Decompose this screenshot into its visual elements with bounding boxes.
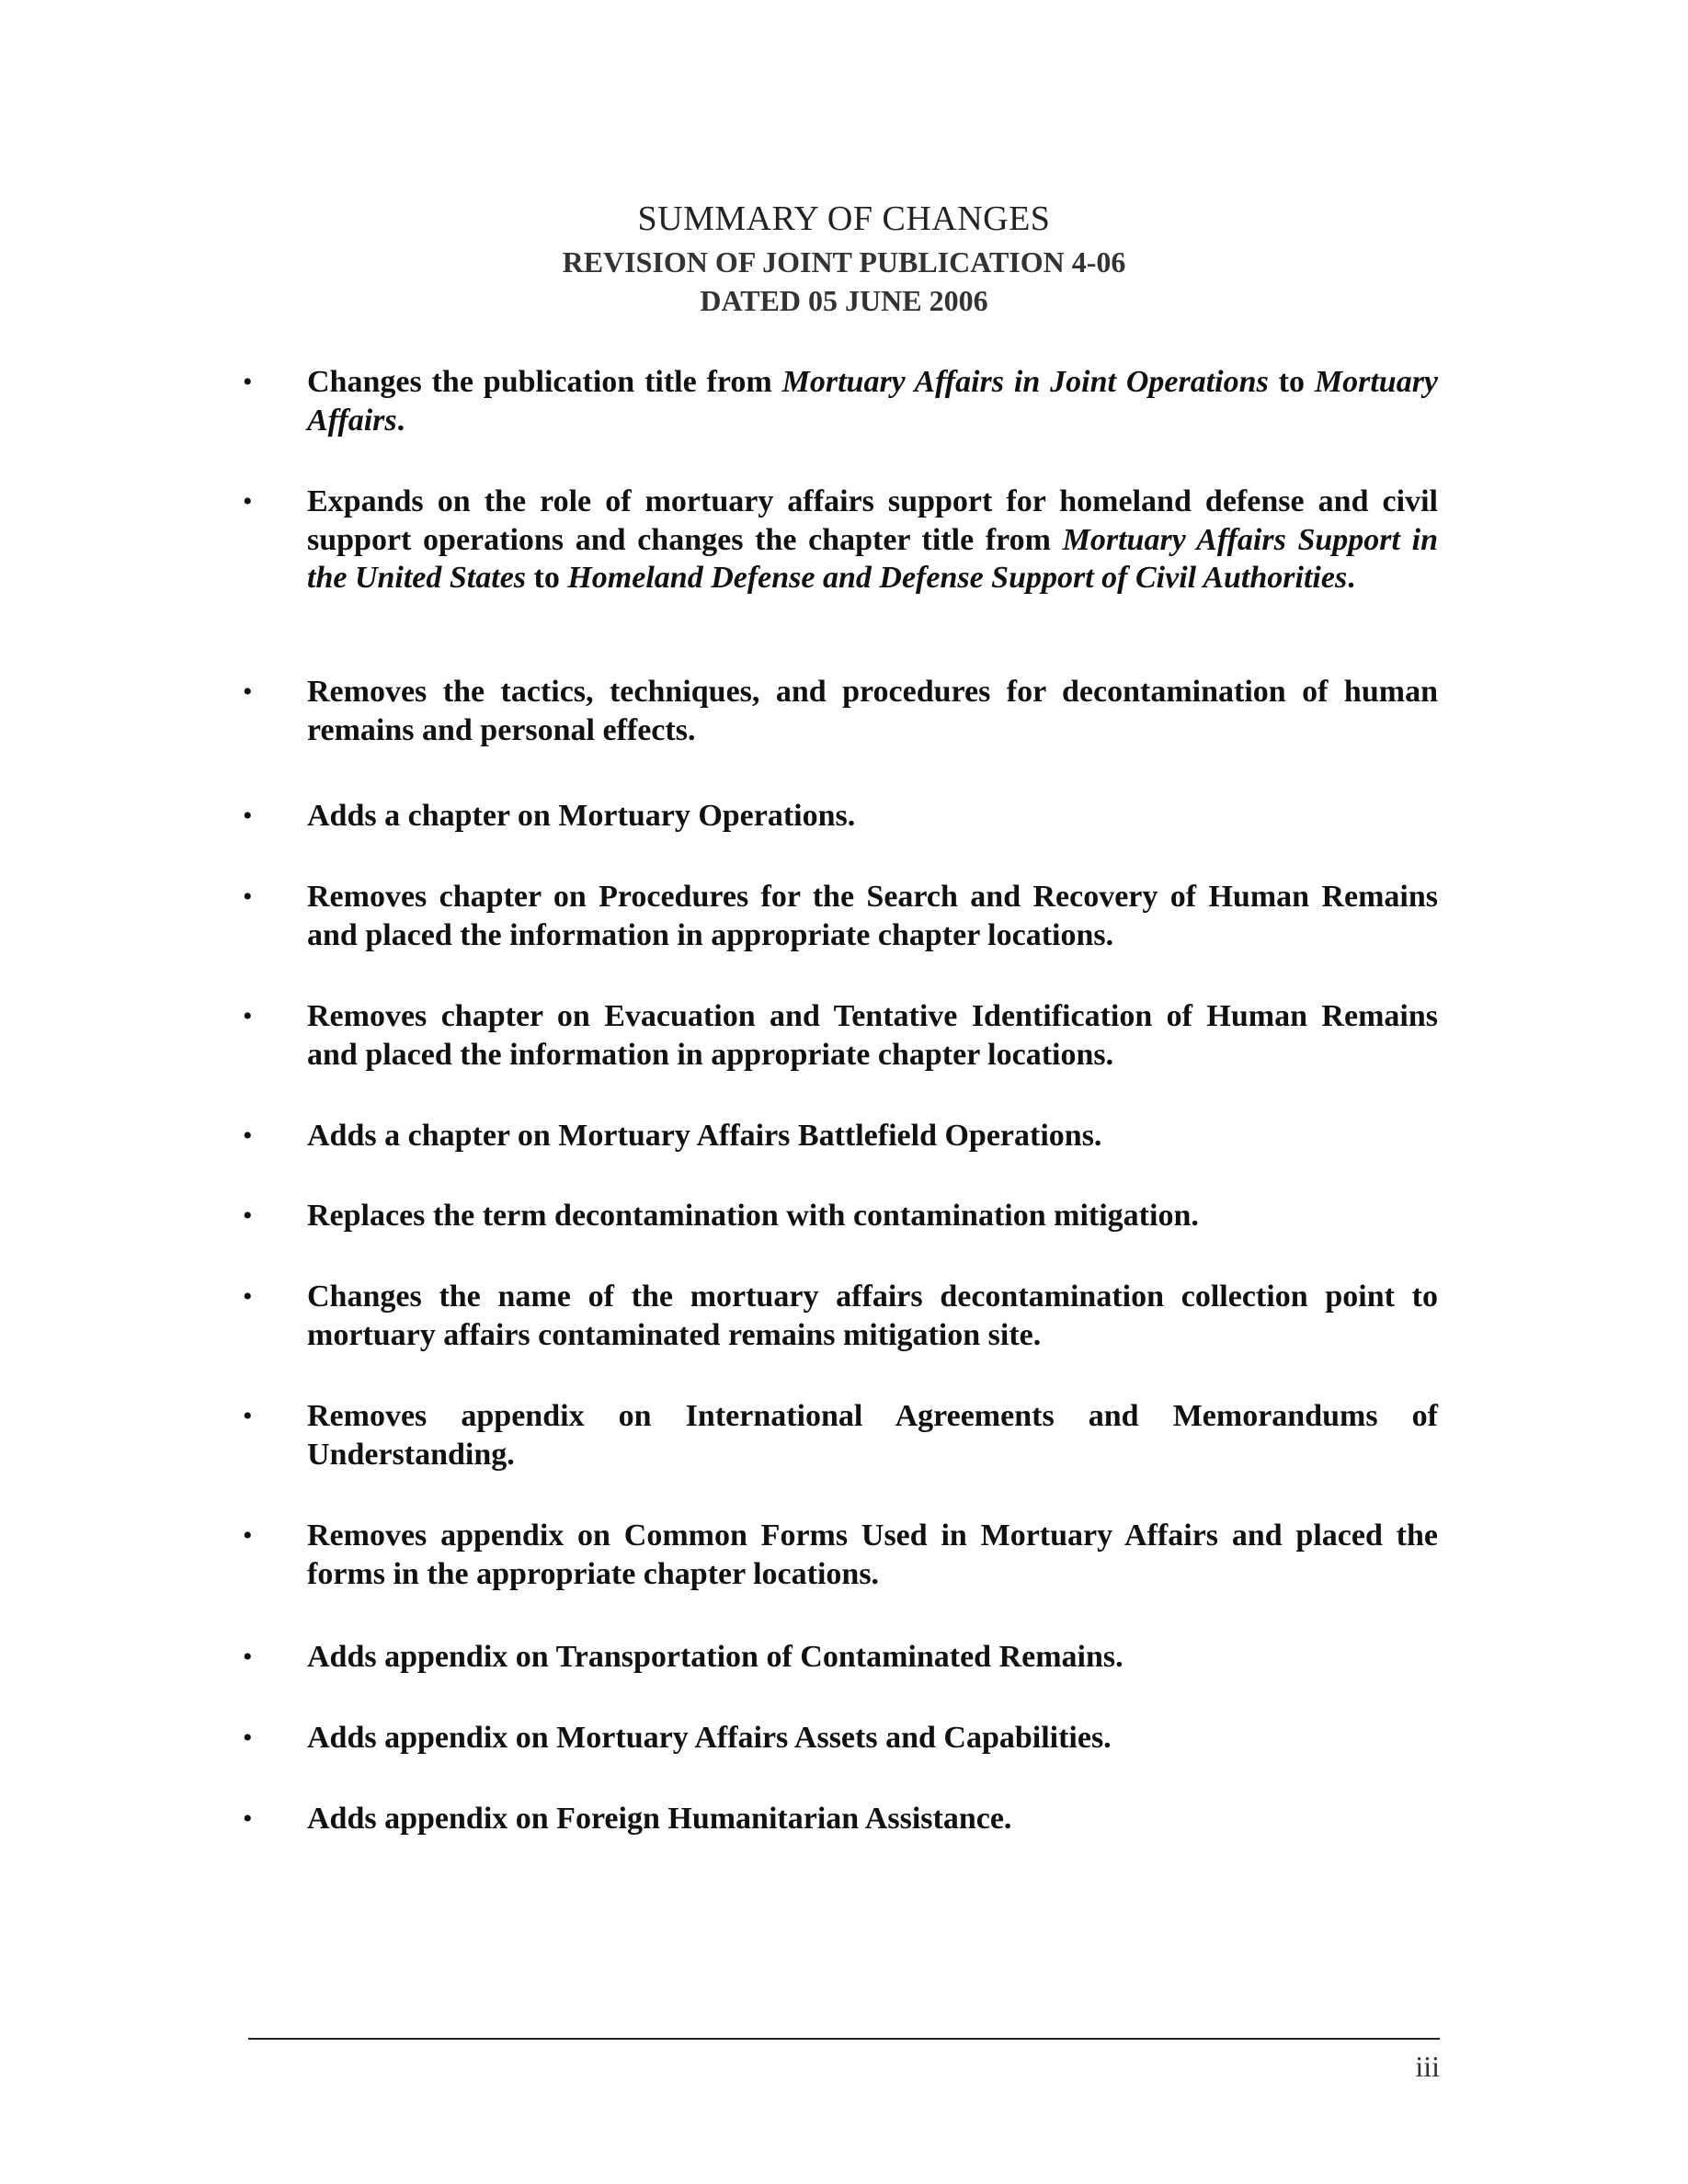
change-text-segment: Replaces the term decontamination with contamination mitigation. [307,1199,1199,1233]
italic-title-text: Mortuary Affairs Support in the United States [307,522,1438,595]
italic-title-text: Homeland Defense and Defense Support of Civil Authorities [567,561,1348,595]
bullet-icon: • [243,1120,253,1151]
summary-title: SUMMARY OF CHANGES [637,199,1051,238]
change-text-segment: Adds a chapter on Mortuary Affairs Battlefield Operations. [307,1119,1102,1153]
bullet-icon: • [243,882,253,912]
change-text-segment: . [396,403,405,438]
bullet-icon: • [243,486,253,517]
change-text [307,1800,1438,1838]
change-text-segment: Changes the publication title from [307,365,782,399]
page-header [0,195,1688,320]
page-number: iii [1415,2050,1440,2083]
change-item [243,797,1438,836]
bullet-icon: • [243,677,253,707]
change-text [307,1719,1438,1757]
change-text [307,1517,1438,1593]
italic-title-text: Mortuary Affairs [307,365,1439,438]
change-text-segment: . [1347,561,1355,595]
change-text-segment: Adds appendix on Foreign Humanitarian Assistance. [307,1802,1012,1836]
footer-rule [248,2038,1440,2040]
change-item [243,363,1438,439]
change-text [307,673,1438,749]
bullet-icon: • [243,1642,253,1672]
dated-line: DATED 05 JUNE 2006 [700,284,988,317]
bullet-icon: • [243,1001,253,1031]
change-text-segment: Expands on the role of mortuary affairs support for homeland defense and civil support operations and changes the chapter title from [307,484,1438,557]
change-text [307,878,1438,954]
change-item [243,673,1438,749]
bullet-icon: • [243,367,253,397]
change-item [243,1197,1438,1235]
change-text-segment: Adds appendix on Mortuary Affairs Assets and Capabilities. [307,1721,1112,1755]
change-text [307,1197,1438,1235]
change-text-segment: Changes the name of the mortuary affairs decontamination collection point to mortuary affairs contaminated remains mitigation site. [307,1280,1438,1352]
change-text [307,797,1438,836]
change-text-segment: Adds a chapter on Mortuary Operations. [307,799,856,833]
change-text-segment: Removes chapter on Evacuation and Tentative Identification of Human Remains and placed the information in appropriate chapter locations. [307,999,1438,1072]
bullet-icon: • [243,1281,253,1312]
change-item [243,1117,1438,1155]
change-item [243,997,1438,1074]
change-item [243,1638,1438,1677]
bullet-icon: • [243,1401,253,1431]
change-item [243,1397,1438,1473]
change-text-segment: to [1268,365,1315,399]
change-text-segment: to [526,561,568,595]
bullet-icon: • [243,801,253,831]
change-text [307,483,1438,597]
change-item [243,1278,1438,1354]
change-text [307,1278,1438,1354]
revision-subtitle: REVISION OF JOINT PUBLICATION 4-06 [562,245,1126,279]
change-text-segment: Adds appendix on Transportation of Contaminated Remains. [307,1640,1123,1674]
bullet-icon: • [243,1200,253,1231]
change-item [243,483,1438,597]
change-text [307,997,1438,1074]
change-text [307,1638,1438,1677]
change-text-segment: Removes appendix on Common Forms Used in Mortuary Affairs and placed the forms in the appropriate chapter locations. [307,1519,1438,1591]
change-text [307,1117,1438,1155]
bullet-icon: • [243,1520,253,1551]
italic-title-text: Mortuary Affairs in Joint Operations [781,365,1269,399]
change-text-segment: Removes appendix on International Agreements and Memorandums of Understanding. [307,1399,1438,1472]
bullet-icon: • [243,1803,253,1834]
change-text-segment: Removes chapter on Procedures for the Search and Recovery of Human Remains and placed the information in appropriate chapter locations. [307,880,1438,952]
bullet-icon: • [243,1723,253,1753]
change-text [307,363,1438,439]
change-item [243,878,1438,954]
change-text [307,1397,1438,1473]
change-text-segment: Removes the tactics, techniques, and procedures for decontamination of human remains and personal effects. [307,675,1438,747]
change-item [243,1719,1438,1757]
change-item [243,1517,1438,1593]
change-item [243,1800,1438,1838]
